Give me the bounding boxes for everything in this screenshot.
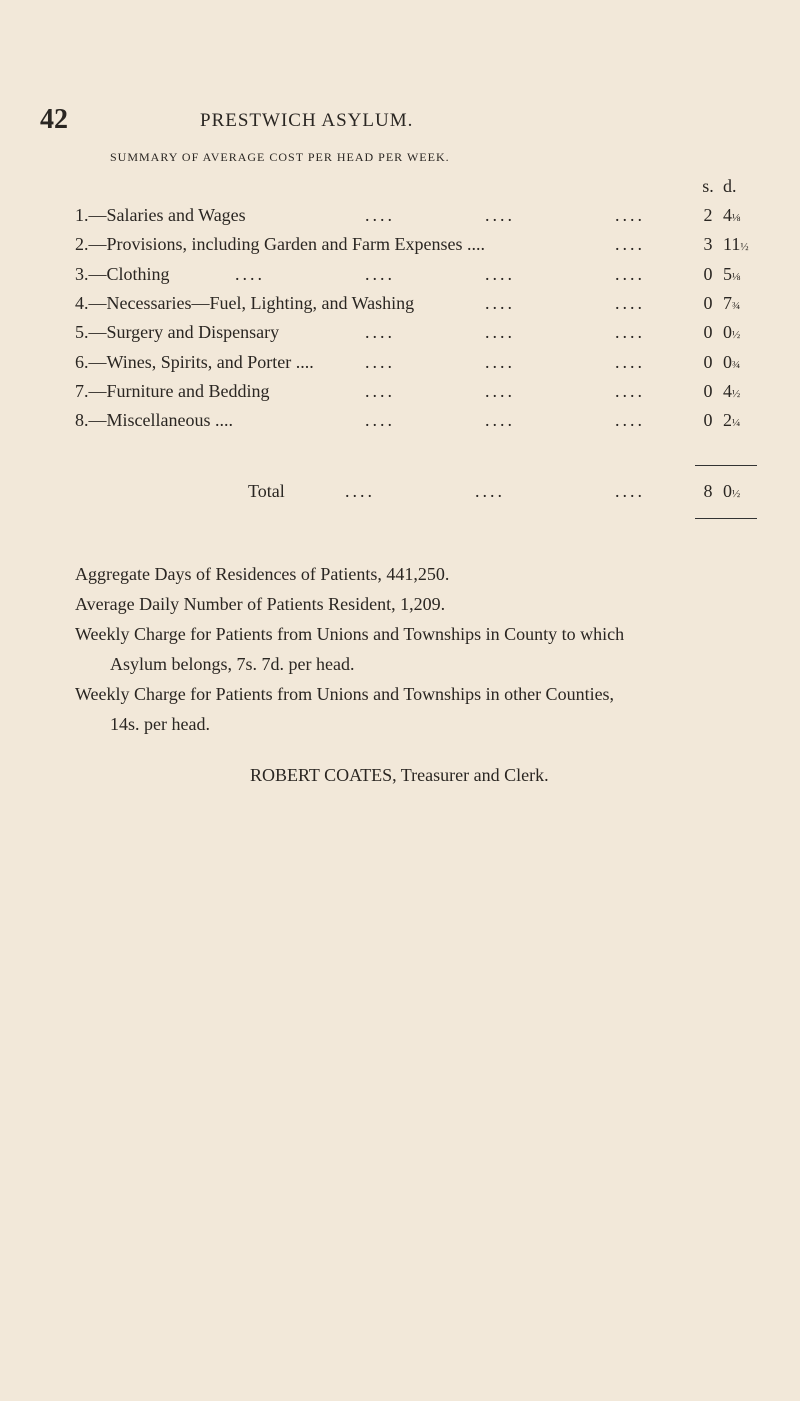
leader-dots: .... xyxy=(615,351,645,372)
leader-dots: .... xyxy=(235,263,265,284)
leader-dots: .... xyxy=(345,481,375,501)
cost-row xyxy=(75,205,775,231)
running-title: PRESTWICH ASYLUM. xyxy=(200,110,414,131)
leader-dots: .... xyxy=(615,234,645,255)
total-pence: 0½ xyxy=(723,481,741,501)
cost-row xyxy=(75,410,775,436)
leader-dots: .... xyxy=(615,292,645,313)
row-label: 3.—Clothing xyxy=(75,263,170,284)
row-shillings: 0 xyxy=(703,292,713,313)
total-row xyxy=(75,481,775,507)
page-number: 42 xyxy=(40,104,68,135)
leader-dots: .... xyxy=(615,410,645,431)
note-weekly-charge-county-cont: Asylum belongs, 7s. 7d. per head. xyxy=(110,654,355,674)
row-shillings: 0 xyxy=(703,263,713,284)
leader-dots: .... xyxy=(485,205,515,225)
leader-dots: .... xyxy=(365,322,395,343)
cost-row xyxy=(75,381,775,407)
table-caption: SUMMARY OF AVERAGE COST PER HEAD PER WEEK. xyxy=(110,150,450,164)
row-label: 1.—Salaries and Wages xyxy=(75,205,246,225)
row-pence: 0½ xyxy=(723,322,741,343)
cost-row xyxy=(75,322,775,348)
row-shillings: 2 xyxy=(703,205,713,225)
row-pence: 0¾ xyxy=(723,351,741,372)
leader-dots: .... xyxy=(485,410,515,431)
row-shillings: 0 xyxy=(703,351,713,372)
total-rule xyxy=(695,518,757,519)
leader-dots: .... xyxy=(365,205,395,225)
total-label: Total xyxy=(248,481,285,501)
total-shillings: 8 xyxy=(703,481,713,501)
leader-dots: .... xyxy=(365,351,395,372)
note-weekly-charge-other: Weekly Charge for Patients from Unions and Townships in other Counties, xyxy=(75,684,615,704)
leader-dots: .... xyxy=(475,481,505,501)
row-pence: 7¾ xyxy=(723,292,741,313)
note-aggregate-days: Aggregate Days of Residences of Patients, 441,250. xyxy=(75,564,450,584)
row-pence: 4⅛ xyxy=(723,205,741,225)
note-average-daily: Average Daily Number of Patients Resident, 1,209. xyxy=(75,594,446,614)
col-shillings: s. xyxy=(702,176,714,196)
note-weekly-charge-other-cont: 14s. per head. xyxy=(110,714,210,734)
leader-dots: .... xyxy=(615,380,645,401)
leader-dots: .... xyxy=(485,351,515,372)
row-label: 4.—Necessaries—Fuel, Lighting, and Washing xyxy=(75,292,415,313)
leader-dots: .... xyxy=(365,410,395,431)
note-weekly-charge-county: Weekly Charge for Patients from Unions and Townships in County to which xyxy=(75,624,625,644)
leader-dots: .... xyxy=(485,380,515,401)
leader-dots: .... xyxy=(615,205,645,225)
col-pence: d. xyxy=(723,176,737,196)
cost-row xyxy=(75,293,775,319)
row-pence: 2¼ xyxy=(723,410,741,431)
row-shillings: 0 xyxy=(703,322,713,343)
sum-rule xyxy=(695,465,757,466)
row-label: 6.—Wines, Spirits, and Porter .... xyxy=(75,351,314,372)
leader-dots: .... xyxy=(615,263,645,284)
row-shillings: 3 xyxy=(703,234,713,255)
row-shillings: 0 xyxy=(703,380,713,401)
row-pence: 5⅛ xyxy=(723,263,741,284)
row-shillings: 0 xyxy=(703,410,713,431)
row-label: 8.—Miscellaneous .... xyxy=(75,410,233,431)
column-headers xyxy=(75,176,775,202)
row-pence: 11½ xyxy=(723,234,749,255)
leader-dots: .... xyxy=(615,322,645,343)
leader-dots: .... xyxy=(615,481,645,501)
leader-dots: .... xyxy=(365,263,395,284)
row-pence: 4½ xyxy=(723,380,741,401)
leader-dots: .... xyxy=(485,292,515,313)
leader-dots: .... xyxy=(365,380,395,401)
row-label: 5.—Surgery and Dispensary xyxy=(75,322,280,343)
signature: ROBERT COATES, Treasurer and Clerk. xyxy=(250,765,549,785)
row-label: 2.—Provisions, including Garden and Farm Expenses .... xyxy=(75,234,485,255)
cost-row xyxy=(75,234,775,260)
row-label: 7.—Furniture and Bedding xyxy=(75,380,270,401)
leader-dots: .... xyxy=(485,263,515,284)
leader-dots: .... xyxy=(485,322,515,343)
cost-row xyxy=(75,264,775,290)
cost-row xyxy=(75,352,775,378)
